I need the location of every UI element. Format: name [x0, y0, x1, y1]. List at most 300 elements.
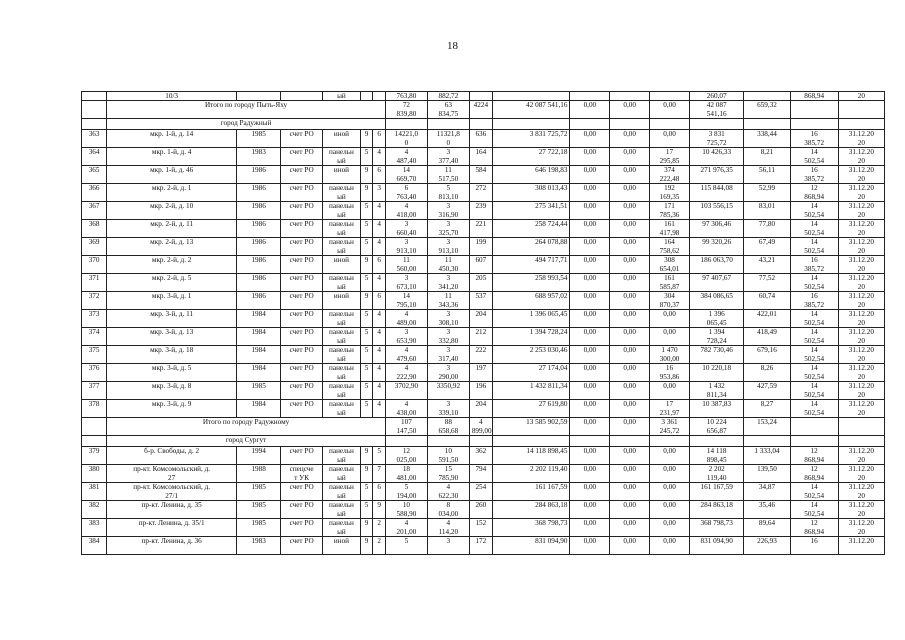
cell-account: счет РО [281, 483, 323, 501]
cell-cost: 1 394 728,24 [492, 328, 570, 346]
cell-per-sqm: 89,64 [744, 519, 790, 537]
cell-number: 368 [82, 220, 107, 238]
cell-number: 373 [82, 310, 107, 328]
cell-residents: 205 [469, 274, 492, 292]
cell-fund-3: 161 417,98 [650, 220, 690, 238]
cell-fund-1: 0,00 [570, 220, 610, 238]
section-title: город Радужный [107, 119, 386, 130]
cell-area-living: 3 377,40 [427, 148, 469, 166]
cell-wall: панельн ый [323, 328, 361, 346]
cell-floors: 9 [360, 166, 373, 184]
cell-area-living: 3 [427, 537, 469, 555]
cell-residents: 172 [469, 537, 492, 555]
cell-wall: иной [323, 537, 361, 555]
cell-address: мкр. 1-й, д. 46 [107, 166, 237, 184]
cell-area-living: 3 341,20 [427, 274, 469, 292]
cell-number: 382 [82, 501, 107, 519]
cell-number: 366 [82, 184, 107, 202]
cell-floors: 9 [360, 130, 373, 148]
cell-fund-3: 0,00 [650, 537, 690, 555]
cell-limit: 14 502,54 [790, 274, 838, 292]
cell-floors: 5 [360, 364, 373, 382]
cell-area-total: 4 222,90 [385, 364, 427, 382]
cell-fund-3: 0,00 [650, 382, 690, 400]
cell-limit: 12 868,94 [790, 465, 838, 483]
cell-per-sqm: 418,49 [744, 328, 790, 346]
cell-fund-1: 0,00 [570, 274, 610, 292]
cell-account: счет РО [281, 256, 323, 274]
cell-number: 381 [82, 483, 107, 501]
cell-date: 31.12.20 20 [838, 346, 884, 364]
cell-per-sqm: 8,27 [744, 400, 790, 418]
cell-cost: 2 202 119,40 [492, 465, 570, 483]
cell-fund-3: 17 295,85 [650, 148, 690, 166]
cell-residents: 199 [469, 238, 492, 256]
cell-fund-2: 0,00 [610, 400, 650, 418]
cell-fund-3: 0,00 [650, 328, 690, 346]
cell-area-total: 14 795,10 [385, 292, 427, 310]
total-fund-3: 0,00 [650, 101, 690, 119]
cell-owner-funds: 14 118 898,45 [689, 447, 744, 465]
cell-wall: иной [323, 166, 361, 184]
cell-wall: иной [323, 292, 361, 310]
cell-fund-3: 0,00 [650, 483, 690, 501]
cell-date: 31.12.20 20 [838, 274, 884, 292]
cell-per-sqm: 77,80 [744, 220, 790, 238]
cell-entrances: 4 [373, 310, 386, 328]
cell-per-sqm: 427,59 [744, 382, 790, 400]
cell-floors: 5 [360, 483, 373, 501]
cell-fund-2: 0,00 [610, 447, 650, 465]
cell-residents: 212 [469, 328, 492, 346]
cell-fund-3: 0,00 [650, 447, 690, 465]
cell-per-sqm: 8,26 [744, 364, 790, 382]
cell-entrances: 6 [373, 130, 386, 148]
cell-per-sqm: 56,11 [744, 166, 790, 184]
cell-cost: 1 432 811,34 [492, 382, 570, 400]
cell-fund-2: 0,00 [610, 166, 650, 184]
cell-year: 1984 [237, 400, 281, 418]
cell-fund-1: 0,00 [570, 501, 610, 519]
cell-year: 1986 [237, 256, 281, 274]
cell-wall: панельн ый [323, 483, 361, 501]
cell-year: 1984 [237, 310, 281, 328]
cell-area-living: 8 034,00 [427, 501, 469, 519]
table-row [82, 184, 885, 202]
cell-area-living: 11 517,50 [427, 166, 469, 184]
cell-limit: 868,94 [790, 92, 838, 101]
cell-floors: 5 [360, 310, 373, 328]
cell-area-total: 4 489,00 [385, 310, 427, 328]
cell-year: 1986 [237, 166, 281, 184]
cell-limit: 14 502,54 [790, 400, 838, 418]
cell-address: мкр. 2-й, д. 11 [107, 220, 237, 238]
total-area-living: 63 834,75 [427, 101, 469, 119]
cell-address: пр-кт. Комсомольский, д. 27 [107, 465, 237, 483]
cell-fund-3: 304 870,37 [650, 292, 690, 310]
cell-floors: 5 [360, 238, 373, 256]
cell-date: 31.12.20 20 [838, 148, 884, 166]
cell-limit: 14 502,54 [790, 501, 838, 519]
cell-number: 371 [82, 274, 107, 292]
cell-fund-2: 0,00 [610, 130, 650, 148]
cell-number: 369 [82, 238, 107, 256]
cell-number: 367 [82, 202, 107, 220]
cell-area-total: 5 194,00 [385, 483, 427, 501]
cell-cost: 1 396 065,45 [492, 310, 570, 328]
cell-floors: 5 [360, 400, 373, 418]
section-title: город Сургут [107, 436, 386, 447]
cell-area-total: 3 660,40 [385, 220, 427, 238]
cell-wall: панельн ый [323, 447, 361, 465]
cell-cost: 258 993,54 [492, 274, 570, 292]
cell-year: 1985 [237, 519, 281, 537]
cell-year: 1984 [237, 328, 281, 346]
table-row [82, 310, 885, 328]
cell-number: 377 [82, 382, 107, 400]
cell-per-sqm: 43,21 [744, 256, 790, 274]
cell-account: счет РО [281, 220, 323, 238]
cell-area-total: 4 438,00 [385, 400, 427, 418]
cell-fund-1: 0,00 [570, 292, 610, 310]
cell-residents: 196 [469, 382, 492, 400]
total-owner-funds: 10 224 656,87 [689, 418, 744, 436]
cell-year: 1985 [237, 382, 281, 400]
cell-per-sqm: 67,49 [744, 238, 790, 256]
cell-number: 384 [82, 537, 107, 555]
cell-entrances: 6 [373, 292, 386, 310]
cell-cost: 646 198,83 [492, 166, 570, 184]
cell-fund-1: 0,00 [570, 148, 610, 166]
cell-owner-funds: 782 730,46 [689, 346, 744, 364]
cell-floors: 9 [360, 447, 373, 465]
cell-per-sqm: 422,01 [744, 310, 790, 328]
cell-wall: панельн ый [323, 501, 361, 519]
cell-area-living: 10 591,50 [427, 447, 469, 465]
cell-floors: 5 [360, 382, 373, 400]
cell-entrances: 3 [373, 184, 386, 202]
cell-number: 374 [82, 328, 107, 346]
cell-fund-2: 0,00 [610, 382, 650, 400]
cell-account: счет РО [281, 148, 323, 166]
cell-address: мкр. 1-й, д. 14 [107, 130, 237, 148]
cell-year: 1986 [237, 238, 281, 256]
cell-floors: 5 [360, 220, 373, 238]
cell-date: 31.12.20 20 [838, 220, 884, 238]
cell-wall: панельн ый [323, 202, 361, 220]
cell-account: счет РО [281, 328, 323, 346]
cell-limit: 16 385,72 [790, 256, 838, 274]
cell-owner-funds: 271 976,35 [689, 166, 744, 184]
cell-address: мкр. 3-й, д. 8 [107, 382, 237, 400]
total-fund-2: 0,00 [610, 101, 650, 119]
cell-wall: панельн ый [323, 310, 361, 328]
cell-fund-2: 0,00 [610, 202, 650, 220]
cell-fund-1: 0,00 [570, 400, 610, 418]
cell-cost: 14 118 898,45 [492, 447, 570, 465]
cell-residents: 204 [469, 400, 492, 418]
cell-fund-3: 0,00 [650, 310, 690, 328]
cell-address: мкр. 2-й, д. 2 [107, 256, 237, 274]
cell-address: мкр. 2-й, д. 5 [107, 274, 237, 292]
cell-fund-1: 0,00 [570, 447, 610, 465]
cell-limit: 14 502,54 [790, 346, 838, 364]
cell-residents: 537 [469, 292, 492, 310]
cell-account: счет РО [281, 202, 323, 220]
cell-address: пр-кт. Комсомольский, д. 27/1 [107, 483, 237, 501]
cell-residents: 164 [469, 148, 492, 166]
cell-owner-funds: 3 831 725,72 [689, 130, 744, 148]
cell-per-sqm: 35,46 [744, 501, 790, 519]
cell-date: 31.12.20 20 [838, 310, 884, 328]
cell-fund-3: 0,00 [650, 501, 690, 519]
table-row [82, 346, 885, 364]
cell-address: пр-кт. Ленина, д. 35/1 [107, 519, 237, 537]
cell-fund-2: 0,00 [610, 519, 650, 537]
cell-entrances: 2 [373, 519, 386, 537]
total-per-sqm: 659,32 [744, 101, 790, 119]
cell-date: 31.12.20 20 [838, 292, 884, 310]
cell-limit: 14 502,54 [790, 382, 838, 400]
cell-area-living: 11321,8 0 [427, 130, 469, 148]
cell-cost: 27 722,18 [492, 148, 570, 166]
cell-area-living: 15 785,90 [427, 465, 469, 483]
cell-limit: 16 [790, 537, 838, 555]
cell-year: 1983 [237, 148, 281, 166]
cell-fund-2: 0,00 [610, 537, 650, 555]
table-row [82, 274, 885, 292]
cell-area-total: 10 588,90 [385, 501, 427, 519]
cell-number: 372 [82, 292, 107, 310]
cell-entrances: 4 [373, 274, 386, 292]
cell-per-sqm: 34,87 [744, 483, 790, 501]
table-row-partial [82, 92, 885, 101]
cell-address: мкр. 3-й, д. 11 [107, 310, 237, 328]
cell-owner-funds: 2 202 119,40 [689, 465, 744, 483]
cell-number: 383 [82, 519, 107, 537]
cell-owner-funds: 10 426,33 [689, 148, 744, 166]
cell-year: 1983 [237, 537, 281, 555]
cell-fund-2: 0,00 [610, 238, 650, 256]
cell-area-living: 4 114,20 [427, 519, 469, 537]
cell-owner-funds: 97 306,46 [689, 220, 744, 238]
cell-residents: 272 [469, 184, 492, 202]
cell-per-sqm: 60,74 [744, 292, 790, 310]
cell-fund-3: 0,00 [650, 519, 690, 537]
total-area-total: 107 147,50 [385, 418, 427, 436]
cell-area-total: 763,80 [385, 92, 427, 101]
cell-floors: 5 [360, 346, 373, 364]
page-number: 18 [447, 40, 458, 52]
cell-account: счет РО [281, 519, 323, 537]
cell-address: мкр. 3-й, д. 18 [107, 346, 237, 364]
cell-owner-funds: 10 220,18 [689, 364, 744, 382]
cell-owner-funds: 368 798,73 [689, 519, 744, 537]
cell-address: мкр. 3-й, д. 13 [107, 328, 237, 346]
cell-area-living: 3 332,80 [427, 328, 469, 346]
cell-fund-2: 0,00 [610, 346, 650, 364]
cell-account: счет РО [281, 501, 323, 519]
cell-limit: 12 868,94 [790, 184, 838, 202]
total-label: Итого по городу Пыть-Яху [107, 101, 386, 119]
cell-entrances: 5 [373, 447, 386, 465]
cell-cost: 368 798,73 [492, 519, 570, 537]
cell-year: 1986 [237, 292, 281, 310]
cell-fund-1: 0,00 [570, 166, 610, 184]
cell-fund-3: 161 585,87 [650, 274, 690, 292]
cell-fund-1: 0,00 [570, 130, 610, 148]
cell-area-living: 3 317,40 [427, 346, 469, 364]
cell-date: 31.12.20 20 [838, 501, 884, 519]
total-row-raduzhny [82, 418, 885, 436]
cell-date: 31.12.20 [838, 537, 884, 555]
cell-residents: 794 [469, 465, 492, 483]
cell-number: 376 [82, 364, 107, 382]
cell-address: мкр. 3-й, д. 5 [107, 364, 237, 382]
cell-fund-1: 0,00 [570, 519, 610, 537]
cell-wall: панельн ый [323, 519, 361, 537]
cell-area-total: 4 201,00 [385, 519, 427, 537]
cell-fund-3: 16 953,86 [650, 364, 690, 382]
cell-area-total: 4 487,40 [385, 148, 427, 166]
cell-floors: 9 [360, 537, 373, 555]
cell-address: мкр. 2-й, д. 13 [107, 238, 237, 256]
cell-wall: панельн ый [323, 364, 361, 382]
table-row [82, 465, 885, 483]
cell-address: пр-кт. Ленина, д. 35 [107, 501, 237, 519]
cell-year: 1984 [237, 346, 281, 364]
cell-fund-1: 0,00 [570, 310, 610, 328]
cell-entrances: 6 [373, 256, 386, 274]
cell-fund-1: 0,00 [570, 328, 610, 346]
table-row [82, 447, 885, 465]
cell-year: 1985 [237, 130, 281, 148]
cell-cost: 308 013,43 [492, 184, 570, 202]
cell-date: 31.12.20 20 [838, 364, 884, 382]
cell-fund-3: 1 470 300,00 [650, 346, 690, 364]
cell-fund-1: 0,00 [570, 184, 610, 202]
cell-area-total: 3 673,10 [385, 274, 427, 292]
total-owner-funds: 42 087 541,16 [689, 101, 744, 119]
cell-address: мкр. 2-й, д. 10 [107, 202, 237, 220]
cell-owner-funds: 186 063,70 [689, 256, 744, 274]
cell-fund-3: 171 785,36 [650, 202, 690, 220]
cell-area-living: 11 450,30 [427, 256, 469, 274]
cell-number: 365 [82, 166, 107, 184]
cell-floors: 5 [360, 501, 373, 519]
section-row-raduzhny [82, 119, 885, 130]
cell-owner-funds: 161 167,59 [689, 483, 744, 501]
cell-owner-funds: 1 432 811,34 [689, 382, 744, 400]
cell-year: 1986 [237, 274, 281, 292]
cell-entrances: 4 [373, 364, 386, 382]
cell-limit: 14 502,54 [790, 328, 838, 346]
cell-fund-2: 0,00 [610, 256, 650, 274]
cell-cost: 161 167,59 [492, 483, 570, 501]
cell-account: счет РО [281, 364, 323, 382]
cell-floors: 5 [360, 148, 373, 166]
cell-fund-1: 0,00 [570, 238, 610, 256]
cell-owner-funds: 99 320,26 [689, 238, 744, 256]
cell-area-living: 3 308,10 [427, 310, 469, 328]
cell-account: спецсче т УК [281, 465, 323, 483]
cell-cost: 258 724,44 [492, 220, 570, 238]
table-row [82, 328, 885, 346]
cell-owner-funds: 384 086,65 [689, 292, 744, 310]
cell-residents: 152 [469, 519, 492, 537]
cell-cost: 3 831 725,72 [492, 130, 570, 148]
cell-floors: 5 [360, 274, 373, 292]
cell-address: мкр. 2-й, д. 1 [107, 184, 237, 202]
cell-fund-3: 164 758,62 [650, 238, 690, 256]
table-row [82, 483, 885, 501]
cell-per-sqm: 52,99 [744, 184, 790, 202]
cell-residents: 584 [469, 166, 492, 184]
cell-entrances: 4 [373, 328, 386, 346]
total-residents: 4224 [469, 101, 492, 119]
cell-per-sqm: 679,16 [744, 346, 790, 364]
cell-address: мкр. 3-й, д. 9 [107, 400, 237, 418]
cell-entrances: 4 [373, 220, 386, 238]
cell-fund-1: 0,00 [570, 382, 610, 400]
cell-wall: панельн ый [323, 346, 361, 364]
cell-fund-1: 0,00 [570, 364, 610, 382]
cell-date: 31.12.20 20 [838, 238, 884, 256]
cell-owner-funds: 260,07 [689, 92, 744, 101]
cell-owner-funds: 1 396 065,45 [689, 310, 744, 328]
cell-fund-2: 0,00 [610, 292, 650, 310]
cell-fund-2: 0,00 [610, 220, 650, 238]
cell-area-living: 3350,92 [427, 382, 469, 400]
table-row [82, 166, 885, 184]
cell-date: 31.12.20 20 [838, 382, 884, 400]
cell-area-total: 3 653,90 [385, 328, 427, 346]
cell-area-total: 11 560,00 [385, 256, 427, 274]
cell-floors: 9 [360, 292, 373, 310]
cell-fund-1: 0,00 [570, 465, 610, 483]
cell-residents: 221 [469, 220, 492, 238]
cell-number: 378 [82, 400, 107, 418]
cell-account: счет РО [281, 310, 323, 328]
table-row [82, 148, 885, 166]
cell-limit: 16 385,72 [790, 130, 838, 148]
cell-area-total: 3702,90 [385, 382, 427, 400]
total-fund-1: 0,00 [570, 101, 610, 119]
cell-limit: 14 502,54 [790, 310, 838, 328]
cell-area-total: 5 [385, 537, 427, 555]
cell-wall: панельн ый [323, 184, 361, 202]
cell-account: счет РО [281, 382, 323, 400]
cell-area-total: 4 418,00 [385, 202, 427, 220]
cell-entrances: 4 [373, 202, 386, 220]
cell-per-sqm: 226,93 [744, 537, 790, 555]
cell-wall: панельн ый [323, 400, 361, 418]
table-row [82, 238, 885, 256]
cell-fund-3: 308 654,01 [650, 256, 690, 274]
cell-account: счет РО [281, 400, 323, 418]
total-cost: 42 087 541,16 [492, 101, 570, 119]
cell-date: 31.12.20 20 [838, 519, 884, 537]
cell-date: 31.12.20 20 [838, 400, 884, 418]
cell-year: 1985 [237, 501, 281, 519]
cell-cost: 494 717,71 [492, 256, 570, 274]
cell-owner-funds: 831 094,90 [689, 537, 744, 555]
cell-floors: 9 [360, 184, 373, 202]
cell-fund-1: 0,00 [570, 256, 610, 274]
housing-register-table [81, 91, 885, 555]
cell-area-total: 6 763,40 [385, 184, 427, 202]
cell-cost: 688 957,02 [492, 292, 570, 310]
